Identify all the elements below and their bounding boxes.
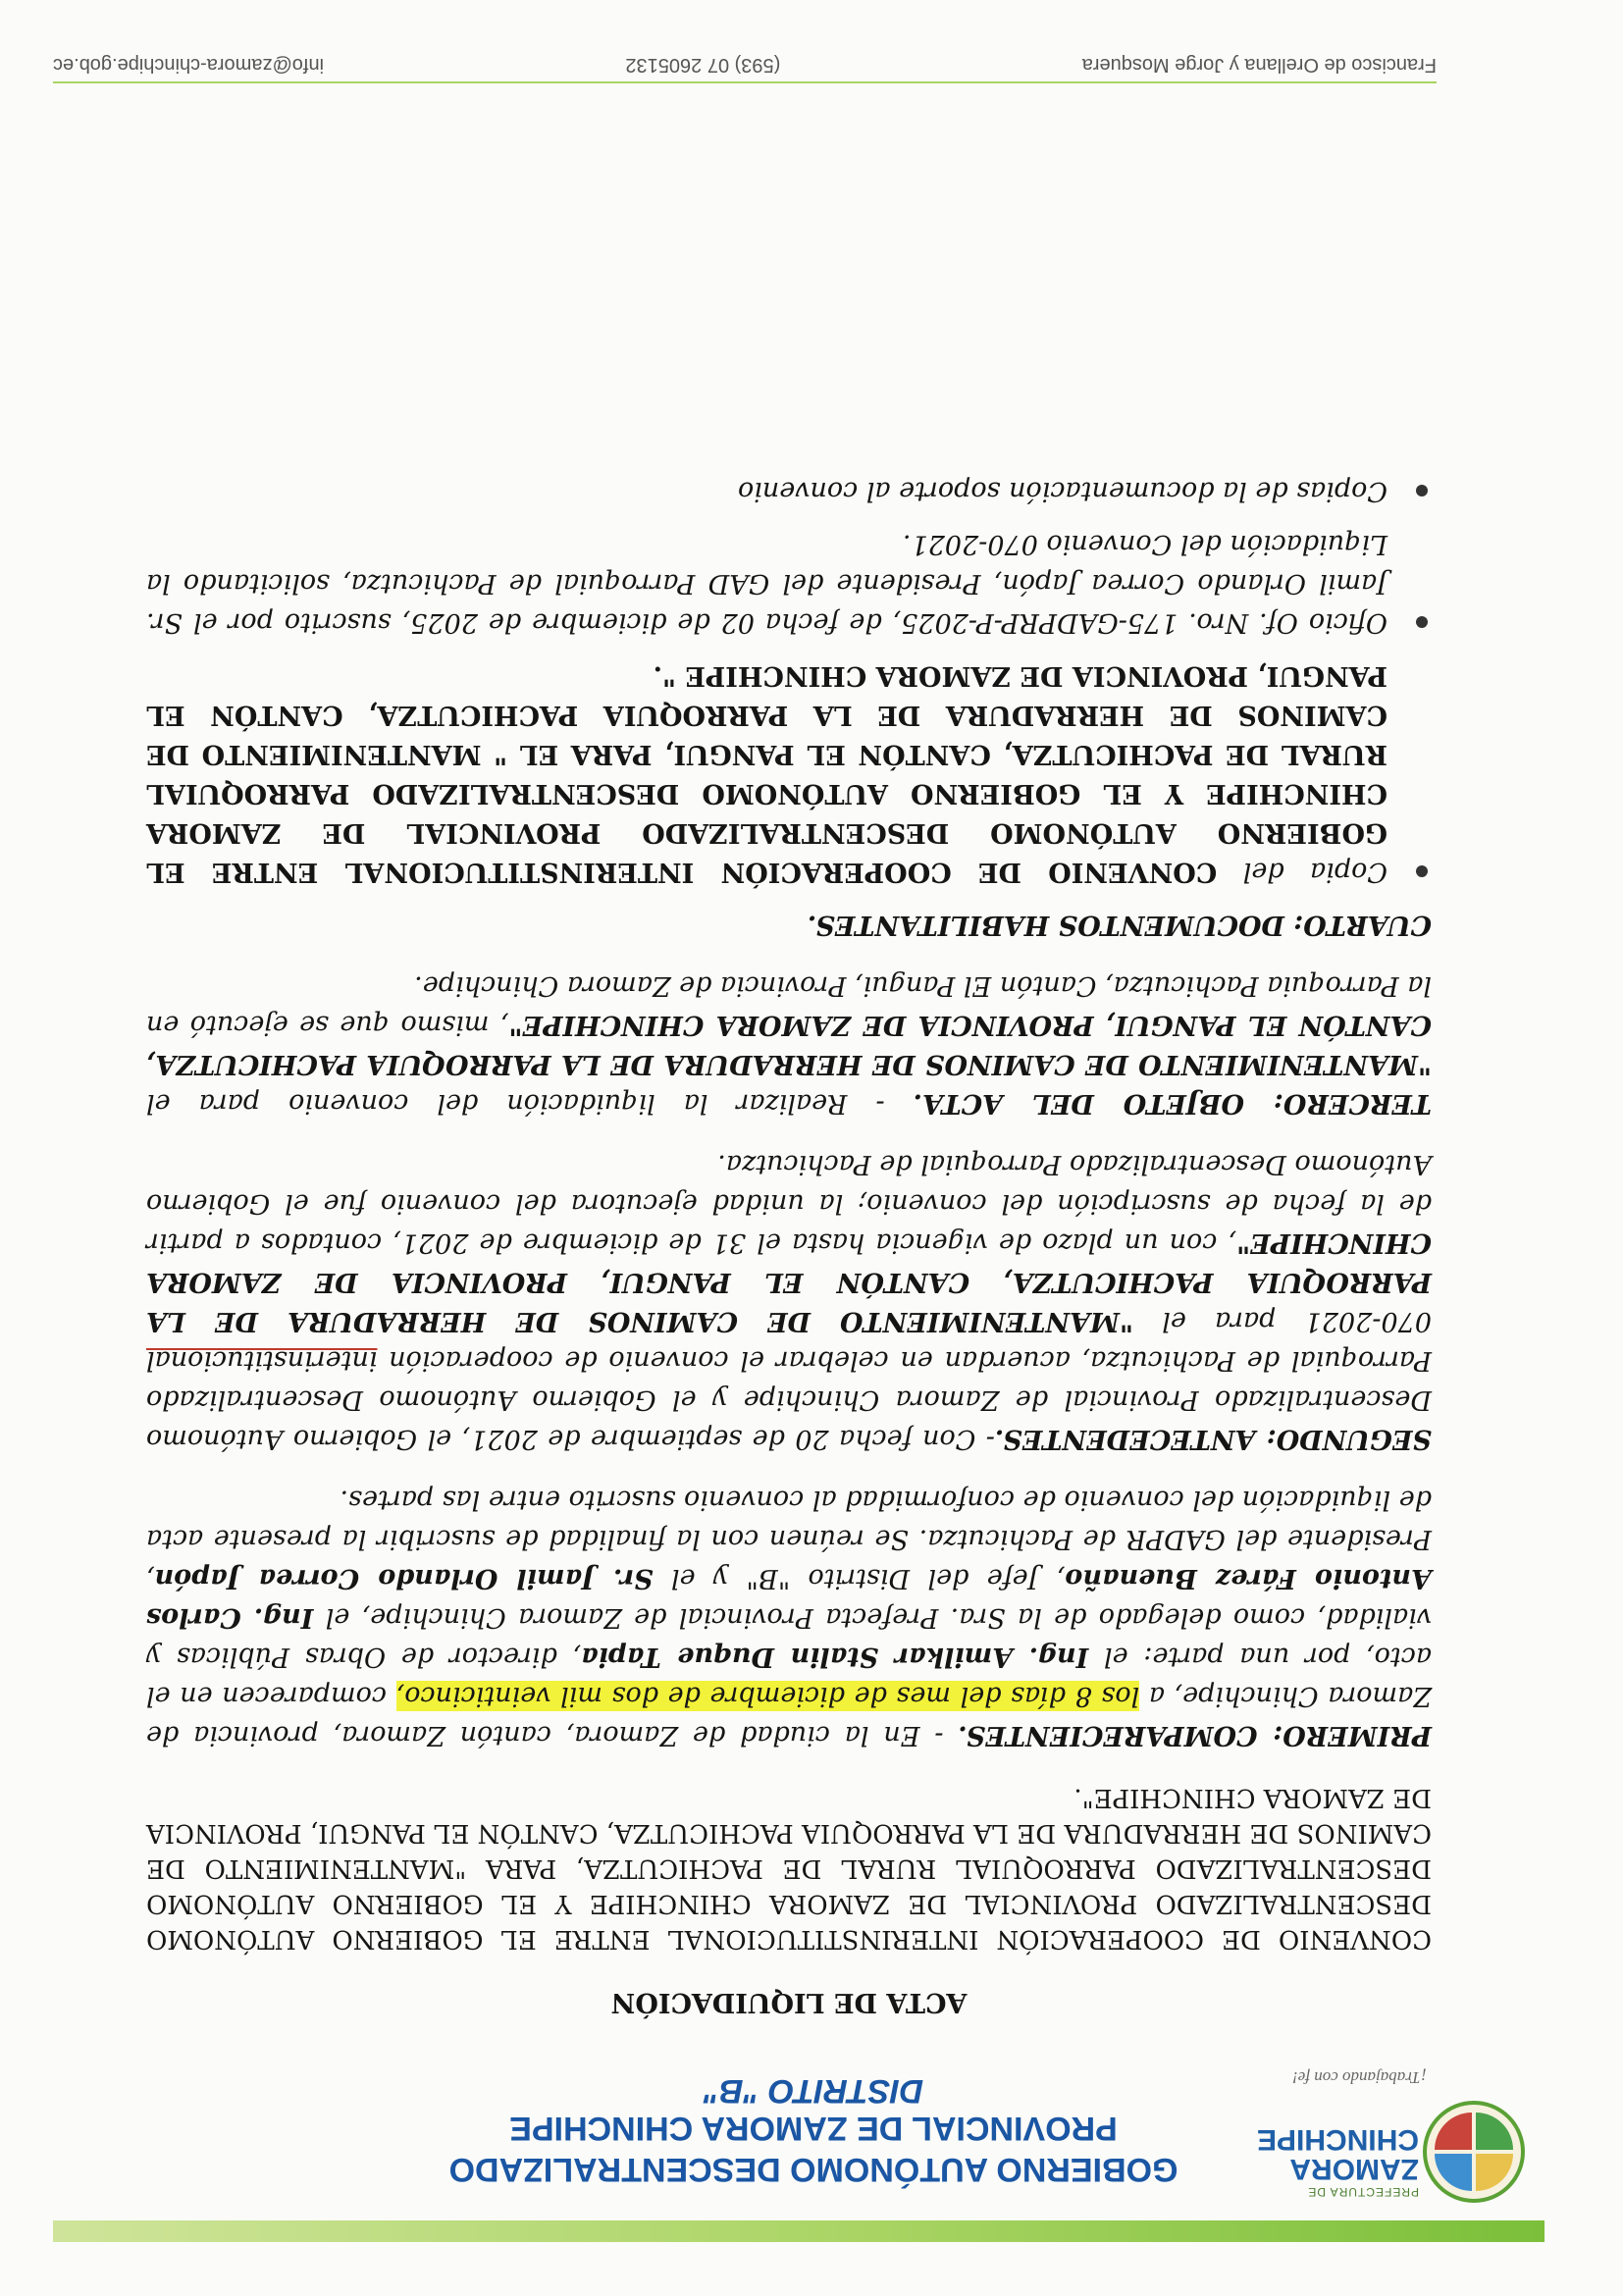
bullet-icon <box>1416 485 1428 496</box>
footer-phone: (593) 07 2605132 <box>625 54 781 76</box>
section-tercero <box>146 965 1432 1122</box>
section-primero <box>146 1480 1432 1754</box>
logo-name: ZAMORA CHINCHIPE <box>1256 2123 1419 2185</box>
list-item <box>146 655 1432 891</box>
project-name: "MANTENIMIENTO DE CAMINOS DE HERRADURA DE LA PARROQUIA PACHICUTZA, CANTÓN EL PANGUI, PROVINCIA DE ZAMORA CHINCHIPE" <box>146 1010 1432 1079</box>
logo-prefix: PREFECTURA DE <box>1307 2185 1419 2199</box>
project-name: "MANTENIMIENTO DE CAMINOS DE HERRADURA DE LA PARROQUIA PACHICUTZA, CANTÓN EL PANGUI, PROVINCIA DE ZAMORA CHINCHIPE" <box>146 1227 1432 1336</box>
organization-title: GOBIERNO AUTÓNOMO DESCENTRALIZADO PROVINCIAL DE ZAMORA CHINCHIPE <box>448 2110 1178 2188</box>
prefectura-logo <box>1256 2046 1525 2203</box>
footer-address: Francisco de Orellana y Jorge Mosquera <box>1081 54 1437 76</box>
person-name: Ing. Carlos Antonio Fárez Buenaño <box>146 1563 1432 1633</box>
district-title: DISTRITO "B" <box>703 2072 924 2110</box>
list-item-text: Copias de la documentación soporte al convenio <box>737 476 1387 506</box>
person-name: Ing. Amilkar Stalin Duque Tapia <box>581 1642 1089 1672</box>
list-item-lead: Copia del <box>1217 857 1387 887</box>
list-item <box>146 471 1432 510</box>
list-item-text: CONVENIO DE COOPERACIÓN INTERINSTITUCIONAL ENTRE EL GOBIERNO AUTÓNOMO DESCENTRALIZADO PROVINCIAL DE ZAMORA CHINCHIPE Y EL GOBIERNO AUTÓNOMO DESCENTRALIZADO PARROQUIAL RURAL DE PACHICUTZA, CANTÓN EL PANGUI, PARA EL " MANTENIMIENTO DE CAMINOS DE HERRADURA DE LA PARROQUIA PACHICUTZA, CANTÓN EL PANGUI, PROVINCIA DE ZAMORA CHINCHIPE ". <box>146 660 1387 887</box>
paragraph-text: - En la ciudad de Zamora, cantón Zamora, provincia de Zamora Chinchipe, a <box>146 1681 1432 1750</box>
paragraph-text: comparecen en el acto, por una parte: el <box>146 1642 1432 1711</box>
footer <box>53 46 1437 83</box>
document-body <box>146 457 1432 2021</box>
paragraph-text: , con un plazo de vigencia hasta el 31 de diciembre de 2021, contados a partir de la fecha de suscripción del convenio; la unidad ejecutora del convenio fue el Gobierno Autónomo Descentralizado Parroquial de Pachicutza. <box>146 1149 1432 1258</box>
paragraph-text: 070-2021 para el <box>1132 1306 1432 1336</box>
section-heading: PRIMERO: COMPARECIENTES. <box>958 1720 1432 1750</box>
document-title: ACTA DE LIQUIDACIÓN <box>610 1987 968 2017</box>
person-name: Sr. Jamil Orlando Correa Japón <box>154 1563 654 1593</box>
header-green-bar <box>53 2220 1544 2242</box>
underlined-word: interinstitucional <box>146 1345 378 1376</box>
section-segundo <box>146 1144 1432 1458</box>
list-item-text: Oficio Of. Nro. 175-GADPRP-P-2025, de fecha 02 de diciembre de 2025, suscrito por el Sr. Jamil Orlando Correa Japón, Presidente del GAD Parroquial de Pachicutza, solicitando la Liquidación del Convenio 070-2021. <box>146 529 1387 638</box>
logo-emblem-icon <box>1423 2101 1525 2203</box>
paragraph-text: , Jefe del Distrito "B" y el <box>653 1563 1066 1593</box>
highlighted-date: los 8 días del mes de diciembre de dos mil veinticinco, <box>395 1681 1140 1711</box>
section-heading: SEGUNDO: ANTECEDENTES. <box>994 1424 1432 1454</box>
paragraph-text: , director de Obras Públicas y vialidad, como delegado de la Sra. Prefecta Provincial de Zamora Chinchipe, el <box>146 1602 1432 1672</box>
paragraph-text: , Presidente del GADPR de Pachicutza. Se reúnen con la finalidad de suscribir la presente acta de liquidación del convenio de conformidad al convenio suscrito entre las partes. <box>146 1485 1432 1593</box>
section-heading: TERCERO: OBJETO DEL ACTA. <box>913 1088 1432 1119</box>
paragraph-text: - Con fecha 20 de septiembre de 2021, el Gobierno Autónomo Descentralizado Provincial de Zamora Chinchipe y el Gobierno Autónomo Descentralizado Parroquial de Pachicutza, acuerdan en celebrar el convenio de cooperación <box>146 1345 1432 1454</box>
list-item <box>146 524 1432 642</box>
convenio-title: CONVENIO DE COOPERACIÓN INTERINSTITUCIONAL ENTRE EL GOBIERNO AUTÓNOMO DESCENTRALIZADO PROVINCIAL DE ZAMORA CHINCHIPE Y EL GOBIERNO AUTÓNOMO DESCENTRALIZADO PARROQUIAL RURAL DE PACHICUTZA, PARA "MANTENIMIENTO DE CAMINOS DE HERRADURA DE LA PARROQUIA PACHICUTZA, CANTÓN EL PANGUI, PROVINCIA DE ZAMORA CHINCHIPE". <box>146 1783 1432 1954</box>
logo-slogan: ¡Trabajando con fe! <box>1292 2068 1427 2087</box>
section-cuarto-heading: CUARTO: DOCUMENTOS HABILITANTES. <box>807 910 1432 940</box>
bullet-icon <box>1416 616 1428 628</box>
footer-email: info@zamora-chinchipe.gob.ec <box>53 54 325 76</box>
paragraph-text: - Realizar la liquidación del convenio para el <box>146 1088 914 1119</box>
paragraph-text: , mismo que se ejecutó en la Parroquia Pachicutza, Cantón El Pangui, Provincia de Zamora Chinchipe. <box>145 970 1432 1040</box>
bullet-icon <box>1416 865 1428 877</box>
